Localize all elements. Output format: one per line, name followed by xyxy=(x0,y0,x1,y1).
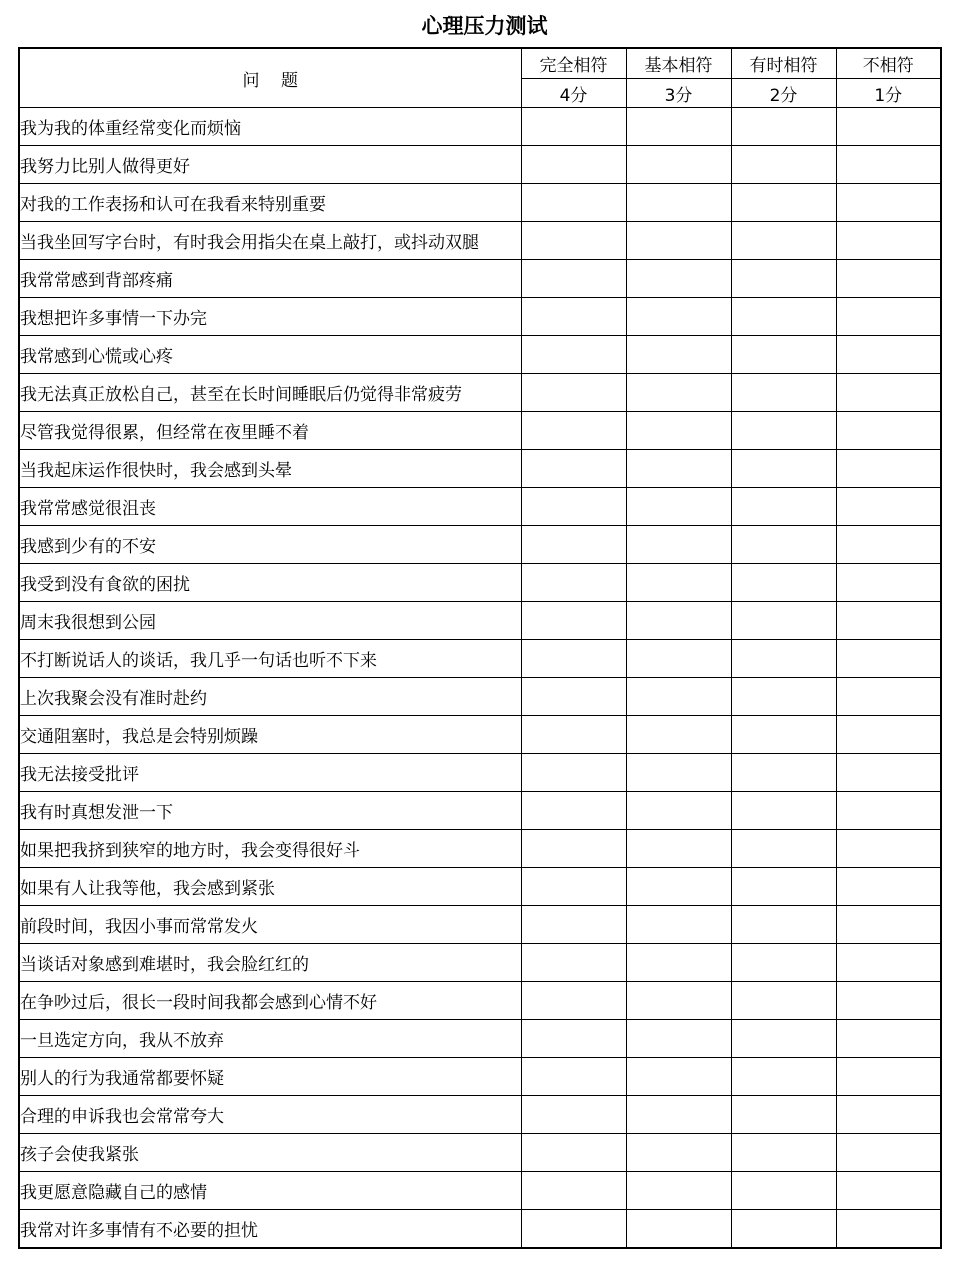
answer-cell[interactable] xyxy=(626,564,731,602)
table-row xyxy=(19,336,941,374)
question-text: 不打断说话人的谈话，我几乎一句话也听不下来 xyxy=(19,640,521,678)
table-row xyxy=(19,298,941,336)
table-row xyxy=(19,412,941,450)
answer-cell[interactable] xyxy=(626,792,731,830)
answer-cell[interactable] xyxy=(626,146,731,184)
table-row xyxy=(19,678,941,716)
question-text: 一旦选定方向，我从不放弃 xyxy=(19,1020,521,1058)
question-text: 我常常感觉很沮丧 xyxy=(19,488,521,526)
answer-cell[interactable] xyxy=(731,792,836,830)
answer-cell[interactable] xyxy=(731,678,836,716)
answer-cell[interactable] xyxy=(731,1134,836,1172)
answer-cell[interactable] xyxy=(731,906,836,944)
question-column-header: 问 题 xyxy=(19,48,521,108)
answer-cell[interactable] xyxy=(521,260,626,298)
answer-cell[interactable] xyxy=(836,868,941,906)
answer-cell[interactable] xyxy=(521,1058,626,1096)
answer-cell[interactable] xyxy=(626,222,731,260)
answer-cell[interactable] xyxy=(836,1096,941,1134)
table-row xyxy=(19,792,941,830)
answer-cell[interactable] xyxy=(731,222,836,260)
question-text: 交通阻塞时，我总是会特别烦躁 xyxy=(19,716,521,754)
answer-cell[interactable] xyxy=(626,1058,731,1096)
question-text: 我无法接受批评 xyxy=(19,754,521,792)
answer-cell[interactable] xyxy=(731,488,836,526)
answer-cell[interactable] xyxy=(731,564,836,602)
survey-table xyxy=(18,47,942,1249)
answer-cell[interactable] xyxy=(836,1134,941,1172)
answer-cell[interactable] xyxy=(521,792,626,830)
table-row xyxy=(19,146,941,184)
question-text: 当谈话对象感到难堪时，我会脸红红的 xyxy=(19,944,521,982)
question-text: 在争吵过后，很长一段时间我都会感到心情不好 xyxy=(19,982,521,1020)
answer-cell[interactable] xyxy=(626,716,731,754)
table-row xyxy=(19,830,941,868)
answer-cell[interactable] xyxy=(836,146,941,184)
answer-cell[interactable] xyxy=(521,716,626,754)
question-text: 我常感到心慌或心疼 xyxy=(19,336,521,374)
answer-cell[interactable] xyxy=(731,374,836,412)
answer-cell[interactable] xyxy=(626,260,731,298)
table-row xyxy=(19,1020,941,1058)
answer-cell[interactable] xyxy=(836,526,941,564)
answer-cell[interactable] xyxy=(836,906,941,944)
table-row xyxy=(19,1058,941,1096)
answer-cell[interactable] xyxy=(521,1096,626,1134)
option-header-label: 完全相符 xyxy=(521,48,626,79)
question-text: 我无法真正放松自己，甚至在长时间睡眠后仍觉得非常疲劳 xyxy=(19,374,521,412)
answer-cell[interactable] xyxy=(521,374,626,412)
option-header-label: 不相符 xyxy=(836,48,941,79)
answer-cell[interactable] xyxy=(731,146,836,184)
answer-cell[interactable] xyxy=(731,298,836,336)
question-text: 我有时真想发泄一下 xyxy=(19,792,521,830)
answer-cell[interactable] xyxy=(731,336,836,374)
answer-cell[interactable] xyxy=(626,184,731,222)
answer-cell[interactable] xyxy=(836,184,941,222)
question-text: 当我坐回写字台时，有时我会用指尖在桌上敲打，或抖动双腿 xyxy=(19,222,521,260)
answer-cell[interactable] xyxy=(731,716,836,754)
answer-cell[interactable] xyxy=(731,754,836,792)
answer-cell[interactable] xyxy=(626,602,731,640)
option-header-points: 2分 xyxy=(731,79,836,108)
question-text: 前段时间，我因小事而常常发火 xyxy=(19,906,521,944)
question-text: 我常对许多事情有不必要的担忧 xyxy=(19,1210,521,1249)
answer-cell[interactable] xyxy=(836,792,941,830)
answer-cell[interactable] xyxy=(521,488,626,526)
answer-cell[interactable] xyxy=(521,868,626,906)
question-rows xyxy=(19,108,941,1249)
table-row xyxy=(19,564,941,602)
page-title: 心理压力测试 xyxy=(421,14,548,38)
answer-cell[interactable] xyxy=(521,412,626,450)
answer-cell[interactable] xyxy=(731,260,836,298)
answer-cell[interactable] xyxy=(521,982,626,1020)
answer-cell[interactable] xyxy=(731,1058,836,1096)
answer-cell[interactable] xyxy=(836,602,941,640)
answer-cell[interactable] xyxy=(836,564,941,602)
question-text: 我更愿意隐藏自己的感情 xyxy=(19,1172,521,1210)
answer-cell[interactable] xyxy=(521,108,626,146)
answer-cell[interactable] xyxy=(626,868,731,906)
answer-cell[interactable] xyxy=(521,754,626,792)
question-text: 如果有人让我等他，我会感到紧张 xyxy=(19,868,521,906)
table-row xyxy=(19,1134,941,1172)
table-row xyxy=(19,526,941,564)
answer-cell[interactable] xyxy=(626,754,731,792)
question-text: 如果把我挤到狭窄的地方时，我会变得很好斗 xyxy=(19,830,521,868)
table-row xyxy=(19,640,941,678)
table-row xyxy=(19,982,941,1020)
answer-cell[interactable] xyxy=(836,1210,941,1249)
question-text: 我常常感到背部疼痛 xyxy=(19,260,521,298)
table-row xyxy=(19,906,941,944)
question-text: 孩子会使我紧张 xyxy=(19,1134,521,1172)
answer-cell[interactable] xyxy=(626,1134,731,1172)
answer-cell[interactable] xyxy=(731,1172,836,1210)
answer-cell[interactable] xyxy=(626,944,731,982)
answer-cell[interactable] xyxy=(626,830,731,868)
answer-cell[interactable] xyxy=(836,374,941,412)
question-text: 我努力比别人做得更好 xyxy=(19,146,521,184)
answer-cell[interactable] xyxy=(731,450,836,488)
answer-cell[interactable] xyxy=(731,1096,836,1134)
answer-cell[interactable] xyxy=(626,526,731,564)
question-text: 对我的工作表扬和认可在我看来特别重要 xyxy=(19,184,521,222)
answer-cell[interactable] xyxy=(836,1172,941,1210)
answer-cell[interactable] xyxy=(521,944,626,982)
question-text: 尽管我觉得很累，但经常在夜里睡不着 xyxy=(19,412,521,450)
answer-cell[interactable] xyxy=(521,564,626,602)
answer-cell[interactable] xyxy=(836,336,941,374)
answer-cell[interactable] xyxy=(521,222,626,260)
question-text: 我为我的体重经常变化而烦恼 xyxy=(19,108,521,146)
table-row xyxy=(19,450,941,488)
answer-cell[interactable] xyxy=(836,830,941,868)
answer-cell[interactable] xyxy=(521,1172,626,1210)
answer-cell[interactable] xyxy=(521,298,626,336)
answer-cell[interactable] xyxy=(731,108,836,146)
question-text: 周末我很想到公园 xyxy=(19,602,521,640)
answer-cell[interactable] xyxy=(626,678,731,716)
table-row xyxy=(19,488,941,526)
answer-cell[interactable] xyxy=(521,336,626,374)
table-row xyxy=(19,260,941,298)
answer-cell[interactable] xyxy=(626,906,731,944)
answer-cell[interactable] xyxy=(836,944,941,982)
table-row xyxy=(19,602,941,640)
answer-cell[interactable] xyxy=(836,982,941,1020)
table-row xyxy=(19,184,941,222)
answer-cell[interactable] xyxy=(836,678,941,716)
answer-cell[interactable] xyxy=(626,640,731,678)
question-text: 我受到没有食欲的困扰 xyxy=(19,564,521,602)
table-row xyxy=(19,716,941,754)
answer-cell[interactable] xyxy=(521,640,626,678)
question-text: 上次我聚会没有准时赴约 xyxy=(19,678,521,716)
table-row xyxy=(19,1210,941,1249)
answer-cell[interactable] xyxy=(836,412,941,450)
table-row xyxy=(19,108,941,146)
answer-cell[interactable] xyxy=(521,146,626,184)
answer-cell[interactable] xyxy=(731,526,836,564)
answer-cell[interactable] xyxy=(731,640,836,678)
answer-cell[interactable] xyxy=(626,298,731,336)
answer-cell[interactable] xyxy=(521,526,626,564)
answer-cell[interactable] xyxy=(836,488,941,526)
table-row xyxy=(19,868,941,906)
answer-cell[interactable] xyxy=(626,1210,731,1249)
answer-cell[interactable] xyxy=(836,260,941,298)
answer-cell[interactable] xyxy=(731,830,836,868)
answer-cell[interactable] xyxy=(731,1020,836,1058)
option-header-points: 3分 xyxy=(626,79,731,108)
answer-cell[interactable] xyxy=(836,754,941,792)
answer-cell[interactable] xyxy=(836,716,941,754)
answer-cell[interactable] xyxy=(521,1020,626,1058)
answer-cell[interactable] xyxy=(626,1020,731,1058)
answer-cell[interactable] xyxy=(731,602,836,640)
answer-cell[interactable] xyxy=(836,222,941,260)
table-row xyxy=(19,944,941,982)
option-header-label: 有时相符 xyxy=(731,48,836,79)
answer-cell[interactable] xyxy=(521,678,626,716)
answer-cell[interactable] xyxy=(626,374,731,412)
answer-cell[interactable] xyxy=(836,450,941,488)
question-text: 合理的申诉我也会常常夸大 xyxy=(19,1096,521,1134)
table-row xyxy=(19,1096,941,1134)
answer-cell[interactable] xyxy=(626,1096,731,1134)
answer-cell[interactable] xyxy=(836,298,941,336)
answer-cell[interactable] xyxy=(626,412,731,450)
answer-cell[interactable] xyxy=(836,1020,941,1058)
answer-cell[interactable] xyxy=(836,640,941,678)
answer-cell[interactable] xyxy=(731,184,836,222)
option-header-points: 4分 xyxy=(521,79,626,108)
question-text: 当我起床运作很快时，我会感到头晕 xyxy=(19,450,521,488)
question-text: 我想把许多事情一下办完 xyxy=(19,298,521,336)
answer-cell[interactable] xyxy=(521,1134,626,1172)
answer-cell[interactable] xyxy=(521,602,626,640)
answer-cell[interactable] xyxy=(626,450,731,488)
answer-cell[interactable] xyxy=(626,982,731,1020)
answer-cell[interactable] xyxy=(626,108,731,146)
answer-cell[interactable] xyxy=(626,1172,731,1210)
question-text: 别人的行为我通常都要怀疑 xyxy=(19,1058,521,1096)
answer-cell[interactable] xyxy=(521,906,626,944)
table-row xyxy=(19,374,941,412)
answer-cell[interactable] xyxy=(731,1210,836,1249)
answer-cell[interactable] xyxy=(731,944,836,982)
answer-cell[interactable] xyxy=(521,1210,626,1249)
answer-cell[interactable] xyxy=(731,412,836,450)
option-header-points: 1分 xyxy=(836,79,941,108)
answer-cell[interactable] xyxy=(836,1058,941,1096)
answer-cell[interactable] xyxy=(521,450,626,488)
answer-cell[interactable] xyxy=(626,488,731,526)
answer-cell[interactable] xyxy=(731,982,836,1020)
answer-cell[interactable] xyxy=(836,108,941,146)
answer-cell[interactable] xyxy=(521,830,626,868)
table-row xyxy=(19,222,941,260)
question-text: 我感到少有的不安 xyxy=(19,526,521,564)
answer-cell[interactable] xyxy=(521,184,626,222)
table-row xyxy=(19,754,941,792)
table-row xyxy=(19,1172,941,1210)
answer-cell[interactable] xyxy=(626,336,731,374)
option-header-label: 基本相符 xyxy=(626,48,731,79)
answer-cell[interactable] xyxy=(731,868,836,906)
